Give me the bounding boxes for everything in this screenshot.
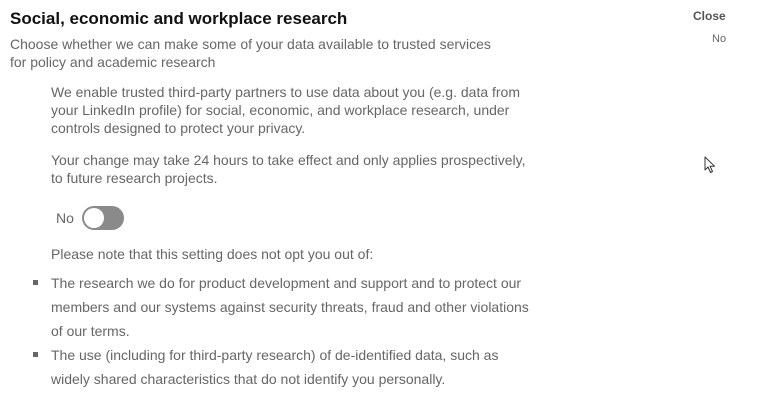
list-item bbox=[33, 343, 533, 391]
research-toggle-switch[interactable] bbox=[82, 206, 124, 230]
list-item-text: The research we do for product development and support and to protect our members and our systems against security threats, fraud and other violations of our terms. bbox=[51, 275, 529, 339]
research-toggle-row bbox=[56, 205, 124, 231]
square-bullet-icon bbox=[33, 280, 38, 285]
list-item bbox=[33, 271, 533, 343]
setting-status-value: No bbox=[712, 33, 727, 45]
page-title: Social, economic and workplace research bbox=[10, 9, 348, 28]
description-paragraph: We enable trusted third-party partners to use data about you (e.g. data from your LinkedIn profile) for social, economic, and workplace research, under controls designed to protect your privacy. bbox=[51, 84, 521, 136]
list-item-text: The use (including for third-party research) of de-identified data, such as widely shared characteristics that do not identify you personally. bbox=[51, 347, 499, 387]
square-bullet-icon bbox=[33, 352, 38, 357]
toggle-state-label: No bbox=[56, 210, 74, 226]
opt-out-exceptions-list bbox=[33, 271, 533, 391]
toggle-knob bbox=[84, 208, 104, 228]
page-subtitle: Choose whether we can make some of your data available to trusted services for policy and academic research bbox=[10, 36, 491, 70]
effect-notice-paragraph: Your change may take 24 hours to take effect and only applies prospectively, to future research projects. bbox=[51, 152, 526, 186]
close-button[interactable]: Close bbox=[693, 9, 726, 23]
mouse-pointer-icon bbox=[704, 156, 716, 174]
opt-out-note: Please note that this setting does not opt you out of: bbox=[51, 246, 374, 262]
